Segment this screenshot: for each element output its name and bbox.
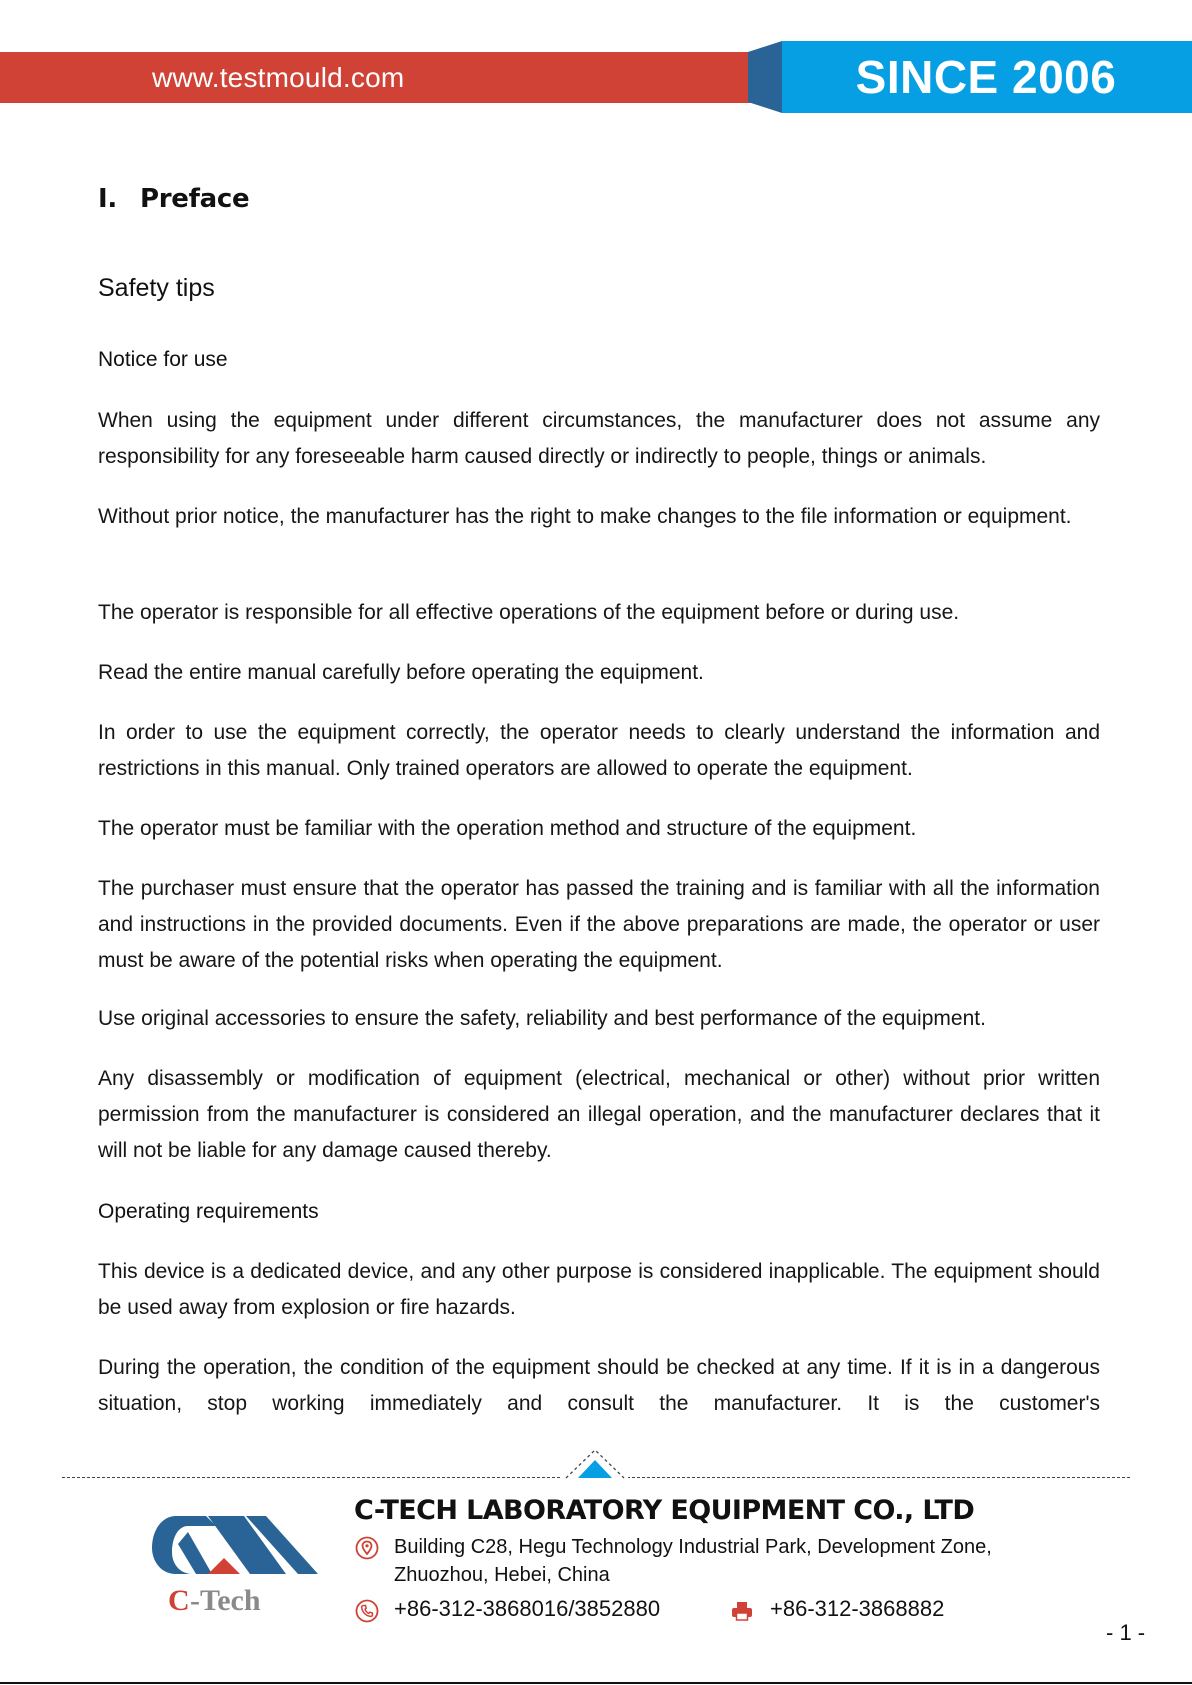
svg-text:C: C <box>168 1584 190 1616</box>
address-line-1: Building C28, Hegu Technology Industrial Park, Development Zone, <box>394 1536 992 1558</box>
section-heading <box>98 184 249 214</box>
notice-paragraph: Any disassembly or modification of equipment (electrical, mechanical or other) without prior written permission from the manufacturer is considered an illegal operation, and the manufacturer declares that it will not be liable for any damage caused thereby. <box>98 1067 1100 1162</box>
notice-paragraph: Without prior notice, the manufacturer has the right to make changes to the file information or equipment. <box>98 505 1072 528</box>
printer-icon <box>730 1599 754 1623</box>
page-number: - 1 - <box>1106 1620 1146 1645</box>
c-tech-logo <box>148 1508 322 1616</box>
notice-paragraph: The purchaser must ensure that the operator has passed the training and is familiar with all the information and instructions in the provided documents. Even if the above preparations are made, the operator or user must be aware of the potential risks when operating the equipment. <box>98 877 1100 972</box>
notice-paragraph: The operator is responsible for all effective operations of the equipment before or during use. <box>98 601 960 624</box>
location-pin-icon <box>355 1536 379 1560</box>
page-bottom-border <box>0 1682 1192 1684</box>
svg-text:-Tech: -Tech <box>190 1584 261 1616</box>
banner-fold-shape <box>748 41 784 113</box>
operating-requirements-heading: Operating requirements <box>98 1200 319 1223</box>
section-number: I. <box>98 184 117 214</box>
address-line-2: Zhuozhou, Hebei, China <box>394 1564 610 1586</box>
subtitle-safety-tips: Safety tips <box>98 274 215 302</box>
phone-number[interactable]: +86-312-3868016/3852880 <box>394 1596 661 1621</box>
company-name: C-TECH LABORATORY EQUIPMENT CO., LTD <box>354 1495 975 1526</box>
notice-paragraph: When using the equipment under different circumstances, the manufacturer does not assume any responsibility for any foreseeable harm caused directly or indirectly to people, things or animals. <box>98 409 1100 468</box>
fax-number: +86-312-3868882 <box>770 1596 945 1621</box>
operating-paragraph: During the operation, the condition of the equipment should be checked at any time. If it is in a dangerous situation, stop working immediately and consult the manufacturer. It is the customer's <box>98 1356 1100 1415</box>
operating-paragraph: This device is a dedicated device, and any other purpose is considered inapplicable. The equipment should be used away from explosion or fire hazards. <box>98 1260 1100 1319</box>
notice-heading: Notice for use <box>98 348 228 371</box>
notice-paragraph: Read the entire manual carefully before operating the equipment. <box>98 661 704 684</box>
notice-paragraph: In order to use the equipment correctly, the operator needs to clearly understand the information and restrictions in this manual. Only trained operators are allowed to operate the equipment. <box>98 721 1100 780</box>
website-link[interactable]: www.testmould.com <box>152 62 405 93</box>
company-address <box>394 1533 992 1589</box>
footer-triangle-icon <box>562 1446 628 1482</box>
since-2006-label: SINCE 2006 <box>855 51 1117 103</box>
notice-paragraph: The operator must be familiar with the operation method and structure of the equipment. <box>98 817 917 840</box>
section-title: Preface <box>140 184 250 214</box>
notice-paragraph: Use original accessories to ensure the safety, reliability and best performance of the equipment. <box>98 1007 986 1030</box>
phone-icon <box>355 1599 379 1623</box>
